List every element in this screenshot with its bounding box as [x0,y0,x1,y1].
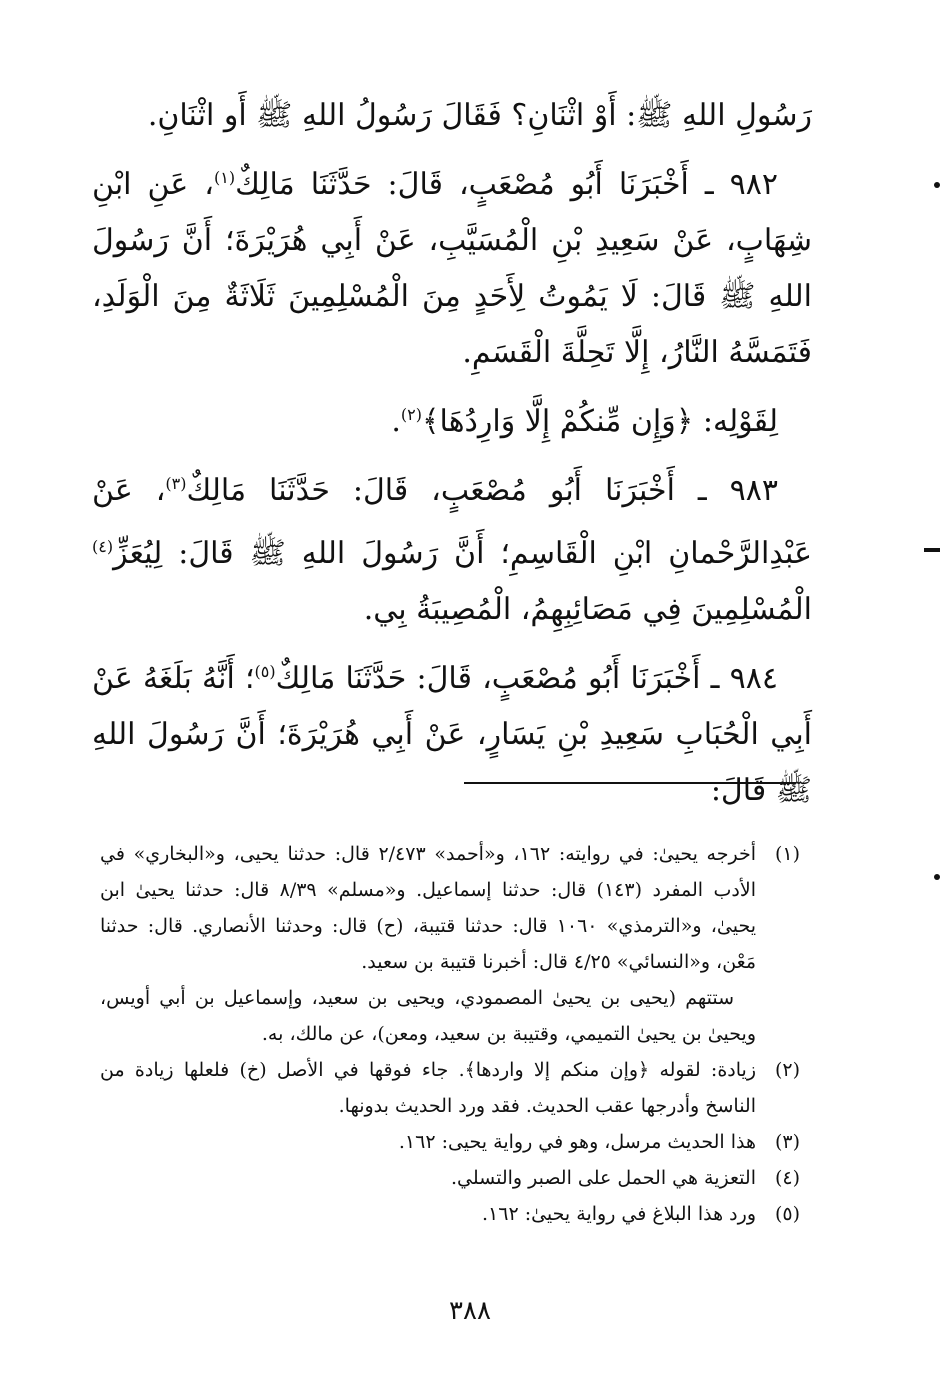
hadith-982 [92,150,812,381]
footnote-text: ورد هذا البلاغ في رواية يحيىٰ: ١٦٢. [481,1203,756,1225]
footnotes [100,836,800,1232]
footnote-number: (٥) [774,1203,800,1225]
scan-mark [934,182,940,188]
footnote-ref-4[interactable]: (٤) [92,537,114,556]
footnote-number: (٢) [774,1059,800,1081]
quote-end: . [391,404,401,439]
footnote-text: هذا الحديث مرسل، وهو في رواية يحيى: ١٦٢. [398,1131,756,1153]
hadith-983 [92,456,812,638]
footnote-number: (٤) [774,1167,800,1189]
hadith-984-body: ؛ أَنَّهُ بَلَغَهُ عَنْ أَبِي الْحُبَابِ سَعِيدِ بْنِ يَسَارٍ، عَنْ أَبِي هُرَيْرَةَ؛ أَنَّ رَسُولَ اللهِ ﷺ قَالَ: [92,661,812,808]
footnote-5 [100,1196,800,1232]
footnote-1-continuation [100,980,800,1052]
footnote-2 [100,1052,800,1124]
footnote-ref-3[interactable]: (٣) [165,474,187,493]
continuation-line: رَسُولِ اللهِ ﷺ: أَوْ اثْنَانِ؟ فَقَالَ رَسُولُ اللهِ ﷺ أَو اثْنَانِ. [147,98,812,133]
footnote-1 [100,836,800,980]
quote-text: لِقَوْلِه: ﴿وَإِن مِّنكُمْ إِلَّا وَارِدُهَا﴾ [421,404,778,439]
hadith-984 [92,644,812,819]
scan-mark [934,874,940,880]
hadith-983-opening: ٩٨٣ ـ أَخْبَرَنَا أَبُو مُصْعَبٍ، قَالَ: حَدَّثَنَا مَالِكٌ [186,473,778,508]
footnote-ref-5[interactable]: (٥) [254,662,276,681]
footnote-4 [100,1160,800,1196]
scan-mark [924,548,940,552]
footnote-number: (١) [774,843,800,865]
footnote-number: (٣) [774,1131,800,1153]
footnote-text: ستتهم (يحيى بن يحيىٰ المصمودي، ويحيى بن سعيد، وإسماعيل بن أبي أويس، ويحيىٰ بن يحيىٰ التميمي، وقتيبة بن سعيد، ومعن)، عن مالك، به. [100,987,756,1045]
hadith-983-middle: ، عَنْ عَبْدِالرَّحْمانِ ابْنِ الْقَاسِمِ؛ أَنَّ رَسُولَ اللهِ ﷺ قَالَ: لِيُعَزِّ [92,473,812,571]
hadith-982-opening: ٩٨٢ ـ أَخْبَرَنَا أَبُو مُصْعَبٍ، قَالَ: حَدَّثَنَا مَالِكٌ [235,167,778,202]
quran-quote [92,387,812,450]
hadith-983-body: الْمُسْلِمِينَ فِي مَصَائِبِهِمُ، الْمُصِيبَةُ بِي. [363,592,812,627]
footnote-ref-2[interactable]: (٢) [400,405,422,424]
footnote-separator [464,782,796,784]
footnote-text: أخرجه يحيىٰ: في روايته: ١٦٢، و«أحمد» ٢/٤٧٣ قال: حدثنا يحيى، و«البخاري» في الأدب المفرد (١٤٣) قال: حدثنا إسماعيل. و«مسلم» ٨/٣٩ قال: حدثنا يحيىٰ ابن يحيىٰ، و«الترمذي» ١٠٦٠ قال: حدثنا قتيبة، (ح) قال: وحدثنا الأنصاري. قال: حدثنا مَعْن، و«النسائي» ٤/٢٥ قال: أخبرنا قتيبة بن سعيد. [100,843,757,973]
hadith-984-opening: ٩٨٤ ـ أَخْبَرَنَا أَبُو مُصْعَبٍ، قَالَ: حَدَّثَنَا مَالِكٌ [275,661,778,696]
hadith-982-body: ، عَنِ ابْنِ شِهَابٍ، عَنْ سَعِيدِ بْنِ الْمُسَيَّبِ، عَنْ أَبِي هُرَيْرَةَ؛ أَنَّ رَسُولَ اللهِ ﷺ قَالَ: لَا يَمُوتُ لِأَحَدٍ مِنَ الْمُسْلِمِينَ ثَلَاثَةٌ مِنَ الْوَلَدِ، فَتَمَسَّهُ النَّارُ، إِلَّا تَحِلَّةَ الْقَسَمِ. [92,167,812,370]
footnote-ref-1[interactable]: (١) [213,168,236,187]
page-number: ٣٨٨ [449,1296,491,1326]
footnote-text: زيادة: لقوله ﴿وإن منكم إلا واردها﴾. جاء فوقها في الأصل (خ) فلعلها زيادة من الناسخ وأدرجها عقب الحديث. فقد ورد الحديث بدونها. [100,1059,756,1117]
footnote-3 [100,1124,800,1160]
footnote-text: التعزية هي الحمل على الصبر والتسلي. [450,1167,756,1189]
